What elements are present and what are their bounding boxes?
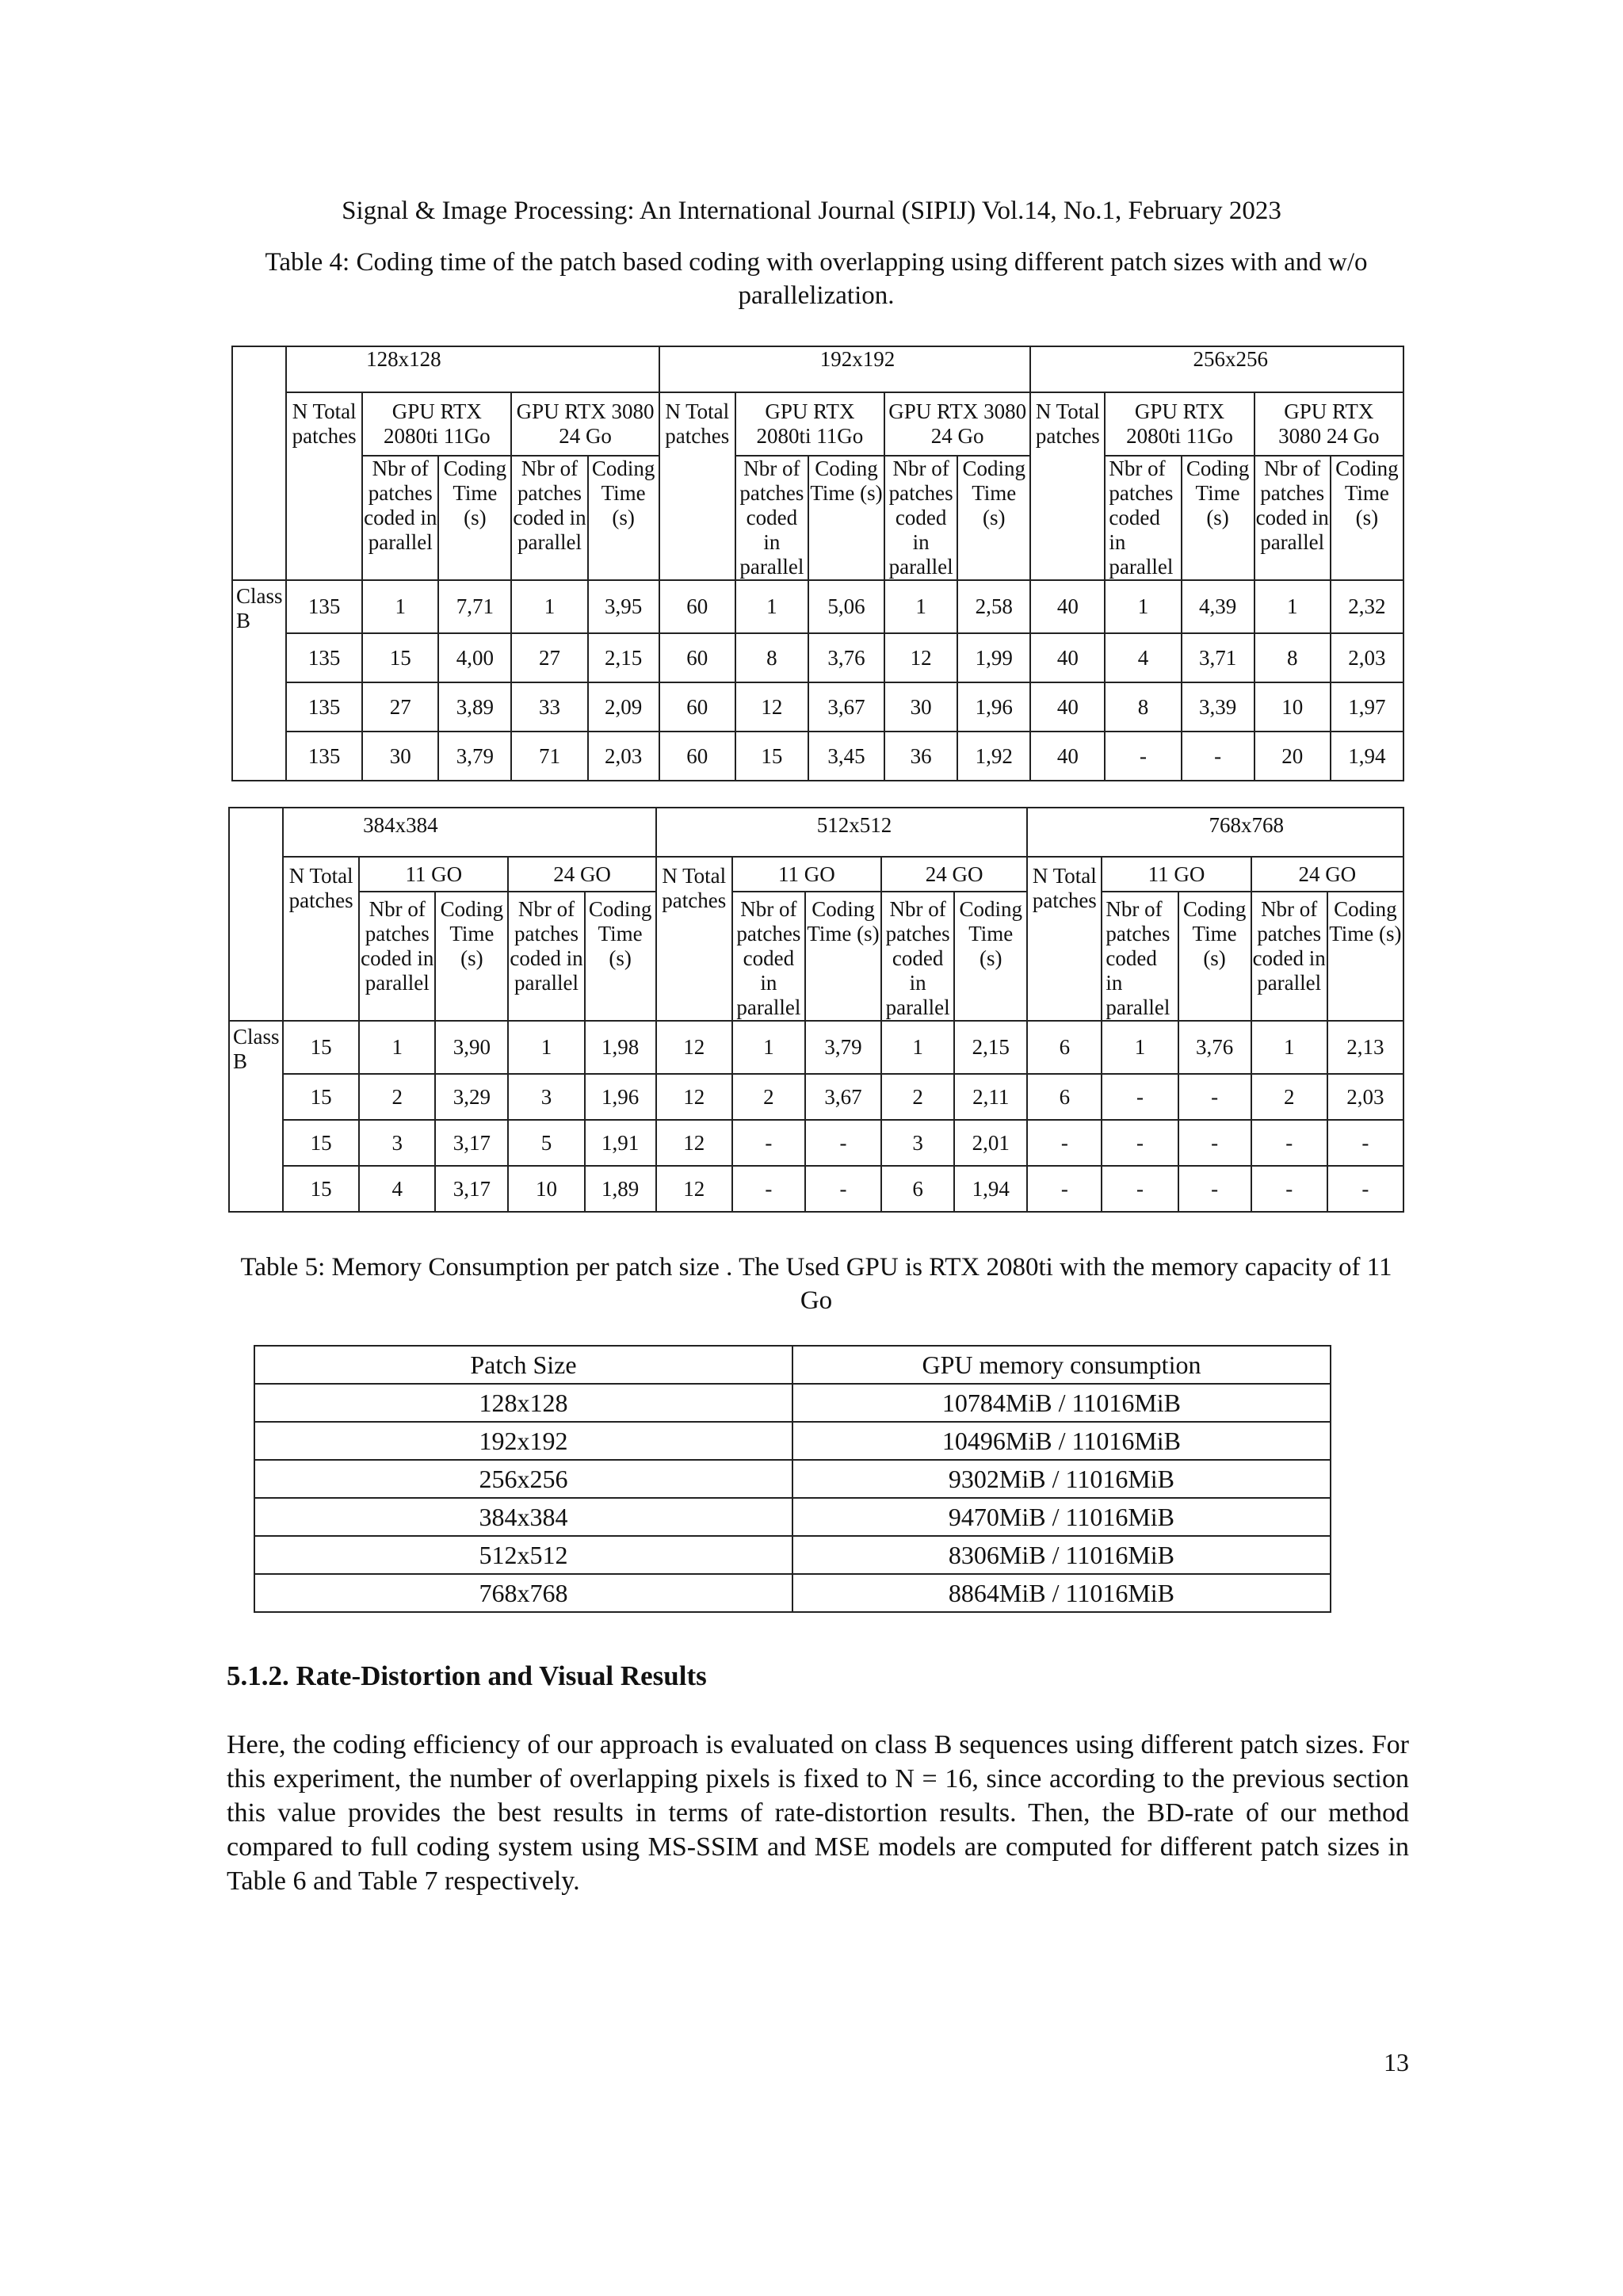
table-cell: 1,97 xyxy=(1331,682,1403,732)
table-cell: 2,01 xyxy=(954,1120,1027,1166)
table-cell: 4,39 xyxy=(1182,580,1254,633)
table-cell: 3,79 xyxy=(805,1021,881,1074)
table-row xyxy=(232,580,1403,633)
table-cell: 3,76 xyxy=(1178,1021,1251,1074)
table-cell: - xyxy=(1102,1166,1178,1212)
table-cell: 2,09 xyxy=(588,682,659,732)
table-cell: 3,45 xyxy=(808,732,884,781)
table-cell: 4,00 xyxy=(438,633,511,682)
table-cell: 60 xyxy=(659,682,735,732)
table4-top-stub xyxy=(232,346,286,580)
table-cell: 12 xyxy=(656,1166,732,1212)
table-cell: 4 xyxy=(1105,633,1181,682)
table-cell: 3,76 xyxy=(808,633,884,682)
table-cell: 2 xyxy=(1251,1074,1327,1120)
table-cell: 2,03 xyxy=(588,732,659,781)
table-cell: - xyxy=(1102,1074,1178,1120)
table-cell: 1 xyxy=(359,1021,435,1074)
running-header: Signal & Image Processing: An International Journal (SIPIJ) Vol.14, No.1, February 2023 xyxy=(342,197,1281,225)
table-cell: - xyxy=(805,1120,881,1166)
memory-cell: 8306MiB / 11016MiB xyxy=(792,1536,1331,1574)
table-class-spacer xyxy=(229,1166,283,1212)
table4-bottom-ntotal-header: N Total patches xyxy=(283,857,359,1021)
table-cell: - xyxy=(1102,1120,1178,1166)
table-cell: 1 xyxy=(1102,1021,1178,1074)
table-row xyxy=(229,1074,1403,1120)
body-paragraph: Here, the coding efficiency of our approach is evaluated on class B sequences using different patch sizes. For this experiment, the number of overlapping pixels is fixed to N = 16, since according to the previous section this value provides the best results in terms of rate-distortion results. Then, the BD-rate of our method compared to full coding system using MS-SSIM and MSE models are computed for different patch sizes in Table 6 and Table 7 respectively. xyxy=(227,1730,1409,1896)
table-cell: 6 xyxy=(881,1166,954,1212)
patch-size-cell: 128x128 xyxy=(254,1384,792,1422)
table-cell: 1 xyxy=(735,580,808,633)
memory-cell: 9470MiB / 11016MiB xyxy=(792,1498,1331,1536)
table4-top-nbr-header: Nbr of patches coded in parallel xyxy=(362,456,438,580)
table-cell: - xyxy=(1182,732,1254,781)
table-cell: 1 xyxy=(508,1021,584,1074)
table-cell: 1 xyxy=(1105,580,1181,633)
table4-bottom-coding-header: Coding Time (s) xyxy=(435,892,508,1021)
table-row xyxy=(229,1021,1403,1074)
table-cell: 4 xyxy=(359,1166,435,1212)
table-row xyxy=(254,1422,1331,1460)
table-cell: 5,06 xyxy=(808,580,884,633)
table-cell: 12 xyxy=(656,1074,732,1120)
page-number: 13 xyxy=(1384,2048,1409,2076)
table4-bottom-coding-header-5: Coding Time (s) xyxy=(1178,892,1251,1021)
table-cell: 12 xyxy=(735,682,808,732)
table-cell: 3,89 xyxy=(438,682,511,732)
table4-top-ntotal-header-2: N Total patches xyxy=(659,392,735,580)
table-cell: - xyxy=(1327,1120,1403,1166)
table-cell: 1 xyxy=(511,580,587,633)
table4-bottom-stub xyxy=(229,808,283,1021)
table-row xyxy=(254,1574,1331,1612)
table-cell: 3,79 xyxy=(438,732,511,781)
table4-top-coding-header-4: Coding Time (s) xyxy=(957,456,1030,580)
table4-bottom-coding-header-2: Coding Time (s) xyxy=(585,892,656,1021)
table-cell: 2 xyxy=(359,1074,435,1120)
table-cell: 3,67 xyxy=(805,1074,881,1120)
table4-caption: Table 4: Coding time of the patch based coding with overlapping using different patch sizes with and w/o parallelization. xyxy=(265,248,1368,310)
table4-top-nbr-header-3: Nbr of patches coded in parallel xyxy=(735,456,808,580)
table-cell: 3,17 xyxy=(435,1120,508,1166)
table-cell: 2,11 xyxy=(954,1074,1027,1120)
patch-size-cell: 256x256 xyxy=(254,1460,792,1498)
table-cell: 2,15 xyxy=(954,1021,1027,1074)
table4-bottom-nbr-header-4: Nbr of patches coded in parallel xyxy=(881,892,954,1021)
table-cell: 1,96 xyxy=(585,1074,656,1120)
memory-table-header-patch-size: Patch Size xyxy=(254,1346,792,1384)
table-cell: 3 xyxy=(881,1120,954,1166)
table4-top-gpu-b-header-2: GPU RTX 3080 24 Go xyxy=(884,392,1030,456)
table-cell: 60 xyxy=(659,580,735,633)
table4-bottom-coding-header-3: Coding Time (s) xyxy=(805,892,881,1021)
table4-bottom xyxy=(228,807,1404,1213)
table-row xyxy=(232,633,1403,682)
table-cell: 71 xyxy=(511,732,587,781)
memory-table xyxy=(254,1345,1331,1613)
table4-top-nbr-header-6: Nbr of patches coded in parallel xyxy=(1254,456,1331,580)
table-cell: 6 xyxy=(1027,1074,1102,1120)
table-cell: 8 xyxy=(1105,682,1181,732)
table-cell: 36 xyxy=(884,732,957,781)
table-cell: 15 xyxy=(283,1166,359,1212)
table-cell: 1 xyxy=(732,1021,805,1074)
table-cell: 1 xyxy=(1251,1021,1327,1074)
table-cell: 2 xyxy=(881,1074,954,1120)
table-cell: 20 xyxy=(1254,732,1331,781)
table4-bottom-nbr-header-5: Nbr of patches coded in parallel xyxy=(1102,892,1178,1021)
patch-size-cell: 512x512 xyxy=(254,1536,792,1574)
table-cell: 135 xyxy=(286,633,362,682)
table-cell: 40 xyxy=(1030,732,1105,781)
table-class-spacer xyxy=(232,732,286,781)
table4-top-group-3: 256x256 xyxy=(1030,346,1403,392)
table-cell: - xyxy=(805,1166,881,1212)
table4-bottom-gpu-b-header-3: 24 GO xyxy=(1251,857,1403,892)
table-cell: 6 xyxy=(1027,1021,1102,1074)
memory-table-header-gpu-memory: GPU memory consumption xyxy=(792,1346,1331,1384)
table-cell: 10 xyxy=(508,1166,584,1212)
table-class-spacer xyxy=(229,1120,283,1166)
memory-cell: 10784MiB / 11016MiB xyxy=(792,1384,1331,1422)
table4-top-gpu-b-header-3: GPU RTX 3080 24 Go xyxy=(1254,392,1403,456)
table-cell: 2,03 xyxy=(1327,1074,1403,1120)
table4-top-gpu-a-header-2: GPU RTX 2080ti 11Go xyxy=(735,392,884,456)
table4-top-nbr-header-2: Nbr of patches coded in parallel xyxy=(511,456,587,580)
table4-bottom-gpu-b-header-2: 24 GO xyxy=(881,857,1027,892)
table4-bottom-class-label: Class B xyxy=(229,1021,283,1074)
memory-table-header-row xyxy=(254,1346,1331,1384)
table-cell: 8 xyxy=(1254,633,1331,682)
table-cell: 30 xyxy=(362,732,438,781)
table-cell: 15 xyxy=(283,1074,359,1120)
table-cell: 15 xyxy=(283,1021,359,1074)
table-cell: 2,13 xyxy=(1327,1021,1403,1074)
table4-top-ntotal-header-3: N Total patches xyxy=(1030,392,1105,580)
table-class-spacer xyxy=(229,1074,283,1120)
table4-top-coding-header: Coding Time (s) xyxy=(438,456,511,580)
table-cell: 1,96 xyxy=(957,682,1030,732)
table-row xyxy=(254,1460,1331,1498)
table-cell: 12 xyxy=(656,1021,732,1074)
table-cell: 7,71 xyxy=(438,580,511,633)
table-cell: 1,91 xyxy=(585,1120,656,1166)
table4-top-group-2: 192x192 xyxy=(659,346,1031,392)
table-cell: 3,29 xyxy=(435,1074,508,1120)
table-row xyxy=(232,682,1403,732)
table4-bottom-gpu-b-header: 24 GO xyxy=(508,857,655,892)
table4-bottom-coding-header-6: Coding Time (s) xyxy=(1327,892,1403,1021)
table-cell: 2 xyxy=(732,1074,805,1120)
table-cell: 1,94 xyxy=(954,1166,1027,1212)
table-cell: - xyxy=(1178,1074,1251,1120)
table-class-spacer xyxy=(232,682,286,732)
memory-cell: 10496MiB / 11016MiB xyxy=(792,1422,1331,1460)
table-cell: - xyxy=(1251,1120,1327,1166)
table-cell: - xyxy=(1027,1120,1102,1166)
table4-bottom-gpu-a-header-2: 11 GO xyxy=(732,857,881,892)
memory-cell: 9302MiB / 11016MiB xyxy=(792,1460,1331,1498)
table-cell: 2,03 xyxy=(1331,633,1403,682)
patch-size-cell: 768x768 xyxy=(254,1574,792,1612)
patch-size-cell: 384x384 xyxy=(254,1498,792,1536)
table-cell: 2,15 xyxy=(588,633,659,682)
table4-bottom-nbr-header-6: Nbr of patches coded in parallel xyxy=(1251,892,1327,1021)
table-cell: 2,32 xyxy=(1331,580,1403,633)
table-cell: 40 xyxy=(1030,682,1105,732)
table-cell: 2,58 xyxy=(957,580,1030,633)
table4-top xyxy=(231,346,1404,781)
table4-bottom-ntotal-header-3: N Total patches xyxy=(1027,857,1102,1021)
table4-top-coding-header-6: Coding Time (s) xyxy=(1331,456,1403,580)
table-row xyxy=(229,1166,1403,1212)
table4-top-nbr-header-4: Nbr of patches coded in parallel xyxy=(884,456,957,580)
table4-top-group-1: 128x128 xyxy=(286,346,659,392)
table-cell: 40 xyxy=(1030,633,1105,682)
table-cell: 1,98 xyxy=(585,1021,656,1074)
table4-bottom-gpu-a-header-3: 11 GO xyxy=(1102,857,1251,892)
table4-bottom-nbr-header: Nbr of patches coded in parallel xyxy=(359,892,435,1021)
table-cell: 3 xyxy=(359,1120,435,1166)
table-cell: 135 xyxy=(286,732,362,781)
table4-top-ntotal-header: N Total patches xyxy=(286,392,362,580)
table-cell: 135 xyxy=(286,580,362,633)
table-cell: 60 xyxy=(659,732,735,781)
table-cell: 3 xyxy=(508,1074,584,1120)
table-cell: 27 xyxy=(362,682,438,732)
table-cell: - xyxy=(1251,1166,1327,1212)
table-row xyxy=(229,1120,1403,1166)
patch-size-cell: 192x192 xyxy=(254,1422,792,1460)
table-cell: 60 xyxy=(659,633,735,682)
table4-top-coding-header-5: Coding Time (s) xyxy=(1182,456,1254,580)
table-cell: 3,39 xyxy=(1182,682,1254,732)
table4-top-gpu-a-header-3: GPU RTX 2080ti 11Go xyxy=(1105,392,1254,456)
table-cell: 10 xyxy=(1254,682,1331,732)
table4-bottom-nbr-header-2: Nbr of patches coded in parallel xyxy=(508,892,584,1021)
table4-bottom-gpu-a-header: 11 GO xyxy=(359,857,508,892)
table-cell: 1,99 xyxy=(957,633,1030,682)
table-cell: 5 xyxy=(508,1120,584,1166)
table4-top-coding-header-2: Coding Time (s) xyxy=(588,456,659,580)
table-cell: 1 xyxy=(1254,580,1331,633)
table-cell: - xyxy=(1178,1166,1251,1212)
table-cell: 40 xyxy=(1030,580,1105,633)
table4-bottom-coding-header-4: Coding Time (s) xyxy=(954,892,1027,1021)
table-cell: 1,92 xyxy=(957,732,1030,781)
table-cell: 3,95 xyxy=(588,580,659,633)
table4-bottom-nbr-header-3: Nbr of patches coded in parallel xyxy=(732,892,805,1021)
table-cell: - xyxy=(732,1166,805,1212)
table-cell: 15 xyxy=(362,633,438,682)
table-cell: - xyxy=(1178,1120,1251,1166)
table-row xyxy=(232,732,1403,781)
table4-bottom-group-1: 384x384 xyxy=(283,808,656,857)
table-row xyxy=(254,1498,1331,1536)
table-cell: 15 xyxy=(735,732,808,781)
table-cell: 15 xyxy=(283,1120,359,1166)
table-cell: 33 xyxy=(511,682,587,732)
table-cell: 12 xyxy=(656,1120,732,1166)
table-cell: 135 xyxy=(286,682,362,732)
table-cell: 1,94 xyxy=(1331,732,1403,781)
table4-top-gpu-b-header: GPU RTX 3080 24 Go xyxy=(511,392,659,456)
table-cell: 1,89 xyxy=(585,1166,656,1212)
table-cell: 3,90 xyxy=(435,1021,508,1074)
table-cell: 3,67 xyxy=(808,682,884,732)
table5-caption: Table 5: Memory Consumption per patch size . The Used GPU is RTX 2080ti with the memory capacity of 11 Go xyxy=(240,1253,1392,1315)
table-row xyxy=(254,1536,1331,1574)
table-cell: 3,17 xyxy=(435,1166,508,1212)
table-cell: 1 xyxy=(881,1021,954,1074)
table-cell: - xyxy=(1105,732,1181,781)
table4-top-class-label: Class B xyxy=(232,580,286,633)
table-cell: - xyxy=(732,1120,805,1166)
table-cell: 27 xyxy=(511,633,587,682)
table-cell: 12 xyxy=(884,633,957,682)
table-cell: 1 xyxy=(884,580,957,633)
table-cell: 3,71 xyxy=(1182,633,1254,682)
table-cell: 1 xyxy=(362,580,438,633)
table4-top-coding-header-3: Coding Time (s) xyxy=(808,456,884,580)
table4-top-gpu-a-header: GPU RTX 2080ti 11Go xyxy=(362,392,511,456)
table4-top-nbr-header-5: Nbr of patches coded in parallel xyxy=(1105,456,1181,580)
table-cell: 8 xyxy=(735,633,808,682)
table4-bottom-ntotal-header-2: N Total patches xyxy=(656,857,732,1021)
table-cell: - xyxy=(1027,1166,1102,1212)
table4-bottom-group-3: 768x768 xyxy=(1027,808,1403,857)
table-cell: 30 xyxy=(884,682,957,732)
table-class-spacer xyxy=(232,633,286,682)
table-cell: - xyxy=(1327,1166,1403,1212)
section-heading: 5.1.2. Rate-Distortion and Visual Results xyxy=(227,1660,707,1691)
table-row xyxy=(254,1384,1331,1422)
memory-cell: 8864MiB / 11016MiB xyxy=(792,1574,1331,1612)
table4-bottom-group-2: 512x512 xyxy=(656,808,1028,857)
